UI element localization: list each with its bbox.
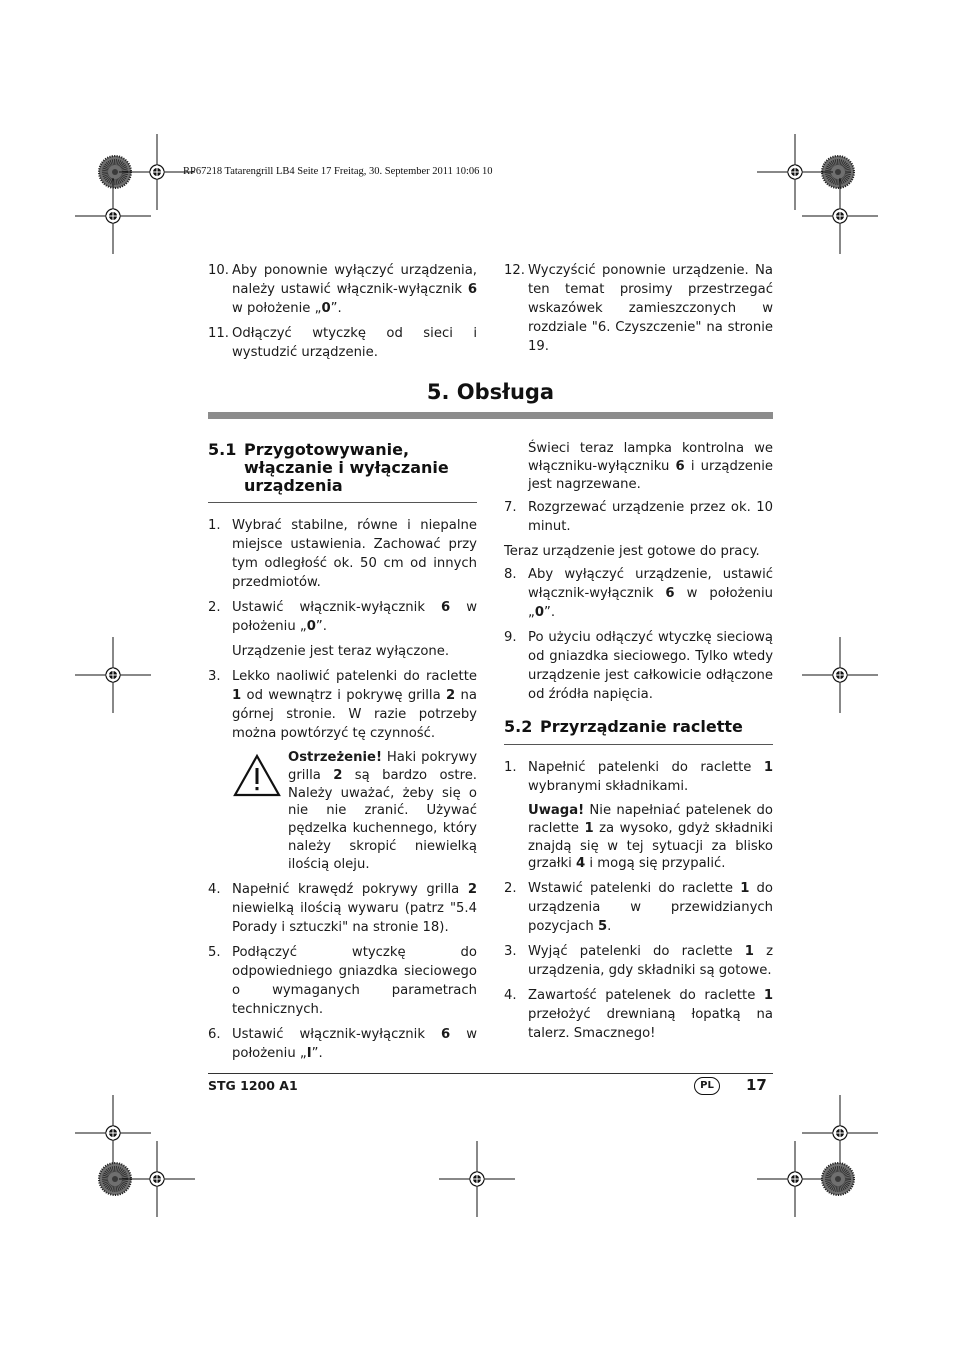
left-column	[208, 441, 477, 1063]
top-left-column	[208, 261, 477, 362]
list-item-6	[208, 1025, 477, 1063]
item-number: 11.	[208, 326, 229, 341]
part-number: 6	[675, 459, 685, 474]
part-number: 5	[597, 919, 608, 935]
item-text: ”.	[311, 1045, 323, 1061]
item-text: Wyczyścić ponownie urządzenie. Na ten temat prosimy przestrzegać wskazówek zamieszczonych w rozdziale "6. Czyszczenie" na stronie 19.	[528, 263, 773, 354]
page-number: 17	[746, 1076, 767, 1094]
top-right-column	[504, 261, 773, 356]
item-number: 12.	[504, 263, 525, 278]
item-text: Wyjąć patelenki do raclette	[528, 944, 745, 960]
item-text: w położeniu „	[528, 586, 773, 620]
item-text: w położeniu „	[232, 600, 477, 634]
item-text: Ustawić włącznik-wyłącznik	[232, 1026, 441, 1042]
item-text: ”.	[315, 619, 327, 634]
list-item-8	[504, 565, 773, 622]
list-item-3	[208, 667, 477, 743]
switch-position: 0	[534, 605, 545, 620]
list-item-10	[208, 261, 477, 318]
list-item-2	[208, 598, 477, 636]
switch-position: 0	[321, 301, 331, 316]
note-label: Uwaga!	[528, 803, 585, 818]
list-item-11	[208, 324, 477, 362]
list-item-9	[504, 628, 773, 704]
item-text: przełożyć drewnianą łopatką na talerz. Smacznego!	[528, 1007, 773, 1042]
item-text: Odłączyć wtyczkę od sieci i wystudzić urządzenie.	[232, 326, 477, 360]
warning-text: są bardzo ostre. Należy uważać, żeby się o nie nie zranić. Używać pędzelka kuchennego, który należy skropić niewielką ilością oleju.	[288, 767, 478, 872]
item-text: Ustawić włącznik-wyłącznik	[232, 600, 441, 615]
section-title: 5. Obsługa	[426, 380, 555, 404]
item-note: Urządzenie jest teraz wyłączone.	[232, 644, 450, 659]
item-number: 8.	[504, 567, 517, 582]
note-text: za wysoko, gdyż składniki znajdą się w tej sytuacji za blisko grzałki	[528, 820, 773, 872]
part-number: 6	[440, 1026, 451, 1042]
list-item-4	[208, 880, 477, 937]
note-box	[504, 802, 773, 873]
warning-label: Ostrzeżenie!	[288, 750, 382, 765]
warning-triangle-icon	[232, 753, 282, 798]
item-number: 4.	[208, 881, 221, 897]
item-text: na górnej stronie. W razie potrzeby można powtórzyć tę czynność.	[232, 688, 477, 741]
part-number: 2	[446, 688, 456, 703]
item-text: ”.	[330, 301, 342, 316]
raclette-item-2	[504, 879, 773, 936]
item-text: Wybrać stabilne, równe i niepalne miejsce ustawienia. Zachować przy tym odległość ok. 50 cm od innych przedmiotów.	[232, 518, 477, 590]
item-text: .	[607, 919, 612, 935]
item-number: 2.	[504, 881, 517, 897]
footer-model: STG 1200 A1	[208, 1078, 298, 1093]
warning-box	[208, 749, 477, 874]
subsection-heading-5-2	[504, 718, 773, 736]
item-text: Wstawić patelenki do raclette	[528, 881, 741, 897]
subsection-heading-5-1	[208, 441, 477, 495]
item-text: Aby wyłączyć urządzenie, ustawić włącznik-wyłącznik	[528, 567, 773, 601]
item-number: 3.	[504, 944, 517, 960]
part-number: 6	[665, 586, 675, 601]
item-text: wybranymi składnikami.	[528, 779, 689, 794]
ready-text: Teraz urządzenie jest gotowe do pracy.	[504, 544, 760, 559]
subsection-title: Przygotowywanie, włączanie i wyłączanie urządzenia	[244, 440, 449, 495]
item-text: Napełnić krawędź pokrywy grilla	[232, 881, 468, 897]
item-text: z urządzenia, gdy składniki są gotowe.	[528, 944, 773, 979]
note-text: Nie napełniać patelenek do raclette	[528, 803, 773, 836]
item-number: 10.	[208, 263, 229, 278]
right-column	[504, 440, 773, 1043]
part-number: 1	[232, 688, 242, 703]
item-number: 1.	[504, 760, 517, 775]
switch-position: I	[306, 1045, 312, 1061]
part-number: 6	[467, 282, 477, 297]
continued-text	[504, 440, 773, 494]
item-text: od wewnątrz i pokrywę grilla	[241, 688, 447, 703]
item-number: 3.	[208, 669, 221, 684]
part-number: 1	[744, 944, 754, 960]
item-text: Świeci teraz lampka kontrolna we włączniku-wyłączniku	[528, 441, 773, 474]
language-badge: PL	[694, 1077, 720, 1095]
item-text: ”.	[544, 605, 556, 620]
list-item-5	[208, 943, 477, 1019]
switch-position: 0	[306, 619, 316, 634]
subsection-number: 5.2	[504, 717, 533, 736]
item-text: Lekko naoliwić patelenki do raclette	[232, 669, 477, 684]
print-header: RP67218 Tatarengrill LB4 Seite 17 Freitag, 30. September 2011 10:06 10	[183, 166, 493, 177]
item-text: niewielką ilością wywaru (patrz "5.4 Porady i sztuczki" na stronie 18).	[232, 900, 477, 935]
warning-text: Haki pokrywy grilla	[288, 750, 477, 783]
part-number: 1	[763, 760, 773, 775]
part-number: 1	[763, 988, 773, 1004]
part-number: 1	[740, 881, 750, 897]
item-number: 9.	[504, 630, 517, 645]
item-text: Zawartość patelenek do raclette	[528, 988, 764, 1004]
item-number: 2.	[208, 600, 221, 615]
item-number: 6.	[208, 1026, 221, 1042]
item-text: Podłączyć wtyczkę do odpowiedniego gniazdka sieciowego o wymaganych parametrach technicznych.	[232, 944, 477, 1017]
raclette-item-1	[504, 758, 773, 796]
item-text: Napełnić patelenki do raclette	[528, 760, 764, 775]
subsection-number: 5.1	[208, 440, 237, 459]
list-item-12	[504, 261, 773, 356]
item-text: w położenie „	[232, 301, 322, 316]
item-number: 5.	[208, 944, 221, 960]
note-text: i mogą się przypalić.	[585, 856, 726, 872]
item-text: do urządzenia w przewidzianych pozycjach	[528, 881, 773, 935]
part-number: 2	[467, 881, 477, 897]
part-number: 6	[440, 600, 451, 615]
item-text: Rozgrzewać urządzenie przez ok. 10 minut.	[528, 500, 773, 534]
footer-rule	[208, 1073, 773, 1074]
part-number: 1	[584, 820, 594, 836]
part-number: 2	[333, 767, 343, 783]
item-text: Aby ponownie wyłączyć urządzenia, należy ustawić włącznik-wyłącznik	[232, 263, 477, 297]
item-text: Po użyciu odłączyć wtyczkę sieciową od gniazdka sieciowego. Tylko wtedy urządzenie jest całkowicie odłączone od źródła napięcia.	[528, 630, 773, 702]
subsection-title: Przyrządzanie raclette	[540, 717, 743, 736]
item-text: i urządzenie jest nagrzewane.	[528, 459, 773, 492]
list-item-7	[504, 498, 773, 536]
item-text: w położeniu „	[232, 1026, 477, 1061]
list-item-1	[208, 516, 477, 592]
item-number: 7.	[504, 500, 517, 515]
raclette-item-3	[504, 942, 773, 980]
item-number: 1.	[208, 518, 221, 533]
item-number: 4.	[504, 988, 517, 1004]
part-number: 4	[576, 856, 586, 872]
title-bar	[208, 412, 773, 419]
raclette-item-4	[504, 986, 773, 1043]
